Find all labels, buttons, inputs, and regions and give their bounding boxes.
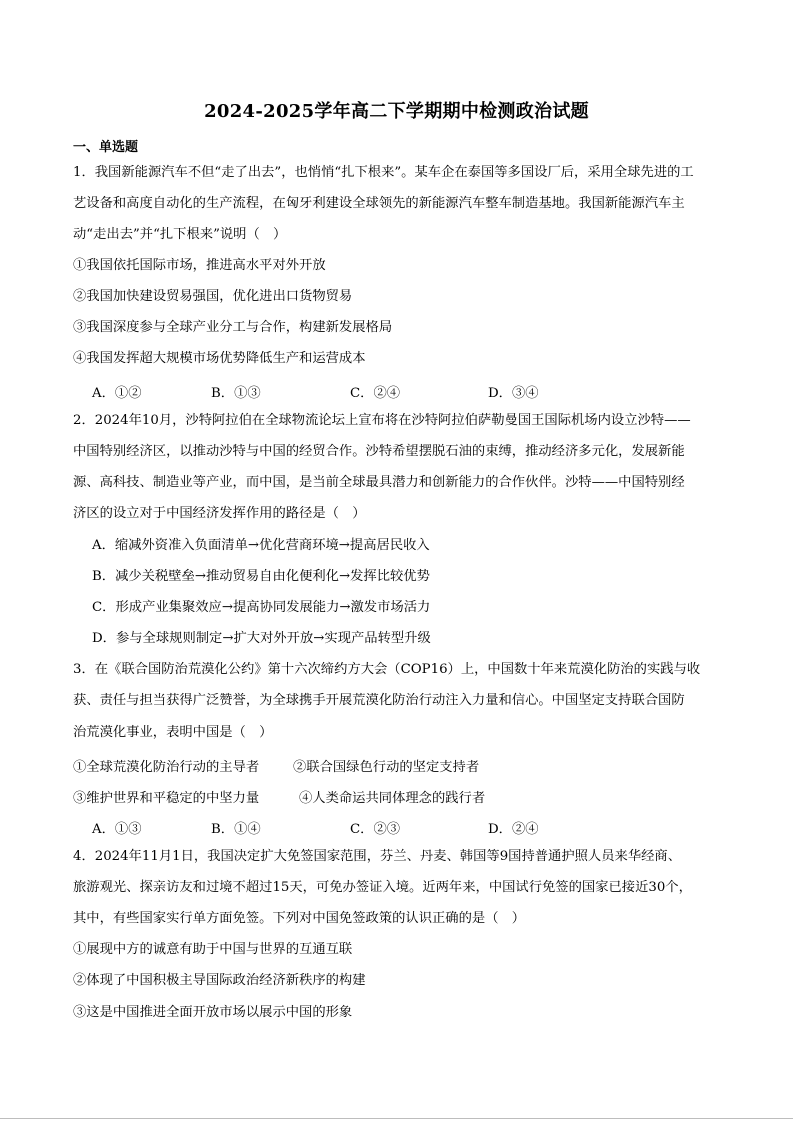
q3-option-b[interactable]: B．①④ — [211, 822, 261, 837]
q4-statement-1: ①展现中方的诚意有助于中国与世界的互通互联 — [73, 942, 353, 957]
q1-statement-3: ③我国深度参与全球产业分工与合作，构建新发展格局 — [73, 320, 393, 335]
q3-option-d[interactable]: D．②④ — [488, 822, 539, 837]
q2-option-d[interactable]: D．参与全球规则制定→扩大对外开放→实现产品转型升级 — [92, 631, 431, 646]
q1-stem-line-2: 艺设备和高度自动化的生产流程，在匈牙利建设全球领先的新能源汽车整车制造基地。我国新能源汽车主 — [73, 196, 685, 211]
q1-option-b[interactable]: B．①③ — [211, 386, 261, 401]
q4-stem-line-1: 4．2024年11月1日，我国决定扩大免签国家范围，芬兰、丹麦、韩国等9国持普通护照人员来华经商、 — [73, 849, 682, 864]
q3-option-c[interactable]: C．②③ — [350, 822, 401, 837]
page-title: 2024-2025学年高二下学期期中检测政治试题 — [204, 101, 589, 122]
q2-stem-line-4: 济区的设立对于中国经济发挥作用的路径是（ ） — [73, 506, 366, 521]
q1-option-a[interactable]: A．①② — [92, 386, 142, 401]
q1-stem-line-3: 动“走出去”并“扎下根来”说明（ ） — [73, 227, 287, 242]
q4-stem-line-2: 旅游观光、探亲访友和过境不超过15天，可免办签证入境。近两年来，中国试行免签的国家已接近30个， — [73, 880, 692, 895]
q1-option-d[interactable]: D．③④ — [488, 386, 539, 401]
q3-statement-4: ④人类命运共同体理念的践行者 — [299, 791, 486, 806]
q2-option-a[interactable]: A．缩减外资准入负面清单→优化营商环境→提高居民收入 — [92, 538, 430, 553]
q3-stem-line-1: 3．在《联合国防治荒漠化公约》第十六次缔约方大会（COP16）上，中国数十年来荒漠化防治的实践与收 — [73, 662, 701, 677]
q2-stem-line-3: 源、高科技、制造业等产业，而中国，是当前全球最具潜力和创新能力的合作伙伴。沙特——中国特别经 — [73, 475, 685, 490]
q3-stem-line-2: 获、责任与担当获得广泛赞誉，为全球携手开展荒漠化防治行动注入力量和信心。中国坚定支持联合国防 — [73, 693, 685, 708]
q1-statement-1: ①我国依托国际市场，推进高水平对外开放 — [73, 258, 326, 273]
q4-statement-3: ③这是中国推进全面开放市场以展示中国的形象 — [73, 1005, 353, 1020]
q1-statement-4: ④我国发挥超大规模市场优势降低生产和运营成本 — [73, 351, 366, 366]
q3-statement-2: ②联合国绿色行动的坚定支持者 — [293, 760, 480, 775]
q3-statement-1: ①全球荒漠化防治行动的主导者 — [73, 760, 260, 775]
q3-statement-3: ③维护世界和平稳定的中坚力量 — [73, 791, 260, 806]
q4-stem-line-3: 其中，有些国家实行单方面免签。下列对中国免签政策的认识正确的是（ ） — [73, 911, 526, 926]
section-heading: 一、单选题 — [73, 140, 139, 155]
q1-statement-2: ②我国加快建设贸易强国，优化进出口货物贸易 — [73, 289, 353, 304]
q2-option-b[interactable]: B．减少关税壁垒→推动贸易自由化便利化→发挥比较优势 — [92, 569, 430, 584]
q4-statement-2: ②体现了中国积极主导国际政治经济新秩序的构建 — [73, 973, 366, 988]
q3-stem-line-3: 治荒漠化事业，表明中国是（ ） — [73, 725, 273, 740]
q2-stem-line-1: 2．2024年10月，沙特阿拉伯在全球物流论坛上宣布将在沙特阿拉伯萨勒曼国王国际机场内设立沙特—— — [73, 413, 691, 428]
q3-option-a[interactable]: A．①③ — [92, 822, 142, 837]
q1-stem-line-1: 1．我国新能源汽车不但“走了出去”，也悄悄“扎下根来”。某车企在泰国等多国设厂后，采用全球先进的工 — [73, 165, 694, 180]
page-bottom-divider — [0, 1118, 793, 1119]
q2-stem-line-2: 中国特别经济区，以推动沙特与中国的经贸合作。沙特希望摆脱石油的束缚，推动经济多元化，发展新能 — [73, 444, 685, 459]
q2-option-c[interactable]: C．形成产业集聚效应→提高协同发展能力→激发市场活力 — [92, 600, 431, 615]
q1-option-c[interactable]: C．②④ — [350, 386, 401, 401]
